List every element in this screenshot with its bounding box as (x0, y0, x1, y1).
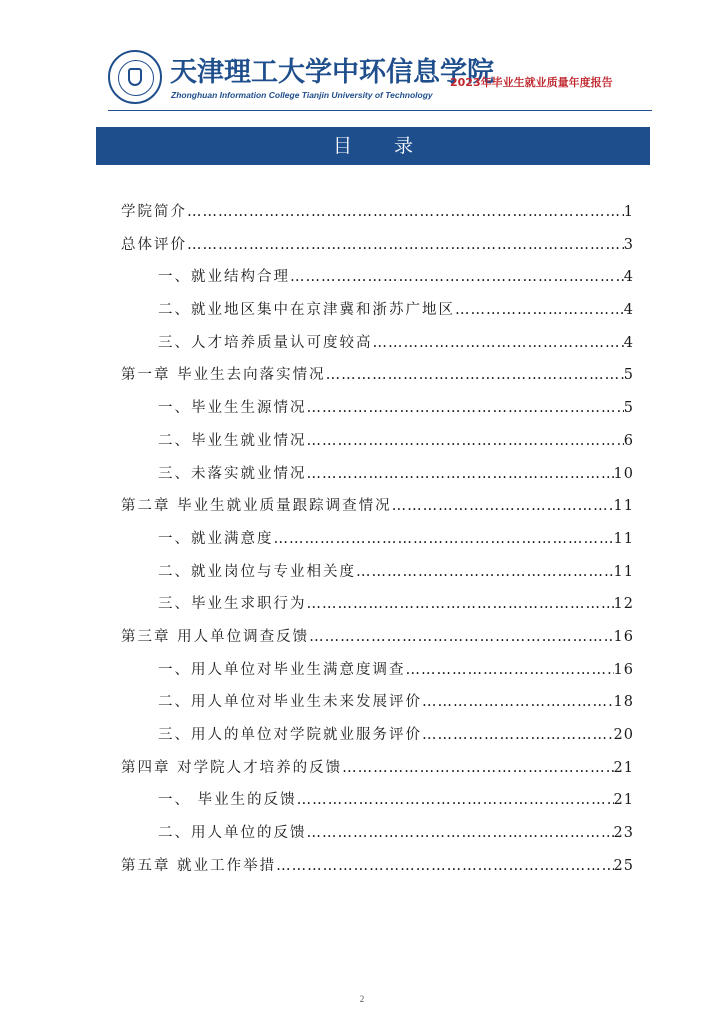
toc-entry-page: 5 (623, 367, 634, 384)
toc-entry[interactable] (121, 784, 634, 817)
toc-entry-label: 第四章 对学院人才培养的反馈 (121, 759, 343, 776)
toc-entry-label: 一、就业结构合理 (158, 269, 290, 286)
toc-dot-leader (187, 196, 624, 229)
toc-dot-leader (276, 850, 613, 883)
toc-entry[interactable] (121, 196, 634, 229)
toc-entry[interactable] (121, 654, 634, 687)
toc-entry-page: 16 (613, 628, 634, 645)
toc-entry[interactable] (121, 229, 634, 262)
toc-dot-leader (342, 752, 613, 785)
toc-entry-label: 第一章 毕业生去向落实情况 (121, 367, 326, 384)
toc-entry[interactable] (121, 359, 634, 392)
toc-entry-label: 三、人才培养质量认可度较高 (158, 334, 373, 351)
toc-entry[interactable] (121, 392, 634, 425)
toc-entry-page: 6 (623, 432, 634, 449)
toc-dot-leader (187, 229, 624, 262)
toc-entry[interactable] (121, 490, 634, 523)
toc-entry-label: 三、未落实就业情况 (158, 465, 307, 482)
toc-dot-leader (455, 294, 624, 327)
toc-entry[interactable] (121, 752, 634, 785)
toc-dot-leader (422, 686, 614, 719)
toc-entry[interactable] (121, 556, 634, 589)
table-of-contents (121, 196, 634, 882)
toc-entry-page: 21 (613, 792, 634, 809)
toc-entry[interactable] (121, 523, 634, 556)
toc-entry-label: 一、就业满意度 (158, 530, 274, 547)
toc-dot-leader (392, 490, 614, 523)
toc-entry[interactable] (121, 425, 634, 458)
toc-entry[interactable] (121, 621, 634, 654)
toc-entry[interactable] (121, 327, 634, 360)
page-header (0, 0, 724, 110)
school-name-english: Zhonghuan Information College Tianjin University of Technology (171, 90, 433, 100)
toc-dot-leader (307, 392, 624, 425)
page-number: 2 (359, 994, 365, 1004)
school-name: 天津理工大学中环信息学院 (170, 57, 494, 88)
toc-entry[interactable] (121, 588, 634, 621)
toc-entry-page: 4 (623, 269, 634, 286)
toc-entry-page: 11 (613, 530, 634, 547)
toc-heading: 目 录 (96, 127, 650, 165)
toc-entry-label: 一、用人单位对毕业生满意度调查 (158, 661, 406, 678)
toc-entry-page: 12 (613, 596, 634, 613)
toc-dot-leader (309, 621, 613, 654)
toc-dot-leader (307, 588, 614, 621)
toc-entry-label: 二、就业岗位与专业相关度 (158, 563, 356, 580)
toc-entry-label: 一、毕业生生源情况 (158, 400, 307, 417)
toc-entry[interactable] (121, 458, 634, 491)
toc-entry[interactable] (121, 817, 634, 850)
toc-entry-label: 第三章 用人单位调查反馈 (121, 628, 310, 645)
toc-entry[interactable] (121, 294, 634, 327)
toc-entry-page: 20 (613, 727, 634, 743)
college-seal-icon (108, 50, 162, 104)
toc-entry-label: 总体评价 (121, 236, 187, 253)
toc-entry-page: 23 (613, 825, 634, 842)
toc-entry-label: 三、用人的单位对学院就业服务评价 (158, 727, 422, 743)
toc-dot-leader (356, 556, 614, 589)
toc-entry-label: 第五章 就业工作举措 (121, 857, 277, 874)
toc-entry-label: 二、用人单位的反馈 (158, 825, 307, 842)
toc-dot-leader (307, 817, 614, 850)
toc-dot-leader (373, 327, 624, 360)
toc-entry-label: 三、毕业生求职行为 (158, 596, 307, 613)
toc-entry-page: 4 (623, 302, 634, 319)
toc-entry-page: 4 (623, 334, 634, 351)
toc-entry-label: 二、用人单位对毕业生未来发展评价 (158, 694, 422, 711)
toc-dot-leader (326, 359, 624, 392)
toc-entry-label: 第二章 毕业生就业质量跟踪调查情况 (121, 498, 392, 515)
toc-entry-page: 1 (623, 204, 634, 220)
toc-entry-page: 25 (613, 857, 634, 874)
toc-dot-leader (307, 425, 624, 458)
toc-dot-leader (406, 654, 614, 687)
toc-entry-page: 3 (623, 236, 634, 253)
toc-entry-label: 二、毕业生就业情况 (158, 432, 307, 449)
report-title: 2023年毕业生就业质量年度报告 (450, 76, 613, 89)
toc-entry-label: 二、就业地区集中在京津冀和浙苏广地区 (158, 302, 455, 319)
toc-dot-leader (297, 784, 614, 817)
toc-entry-page: 11 (613, 498, 634, 515)
toc-entry-page: 16 (613, 661, 634, 678)
toc-entry[interactable] (121, 850, 634, 883)
toc-entry-page: 11 (613, 563, 634, 580)
header-divider (108, 110, 652, 111)
toc-entry[interactable] (121, 686, 634, 719)
toc-entry[interactable] (121, 261, 634, 294)
toc-dot-leader (274, 523, 614, 556)
toc-dot-leader (307, 458, 614, 491)
toc-entry-page: 10 (613, 465, 634, 482)
toc-entry-label: 一、 毕业生的反馈 (158, 792, 297, 809)
toc-entry-page: 5 (623, 400, 634, 417)
toc-dot-leader (290, 261, 624, 294)
toc-entry-page: 21 (613, 759, 634, 776)
toc-entry-label: 学院简介 (121, 204, 187, 220)
toc-entry-page: 18 (613, 694, 634, 711)
toc-dot-leader (422, 719, 614, 752)
toc-entry[interactable] (121, 719, 634, 752)
